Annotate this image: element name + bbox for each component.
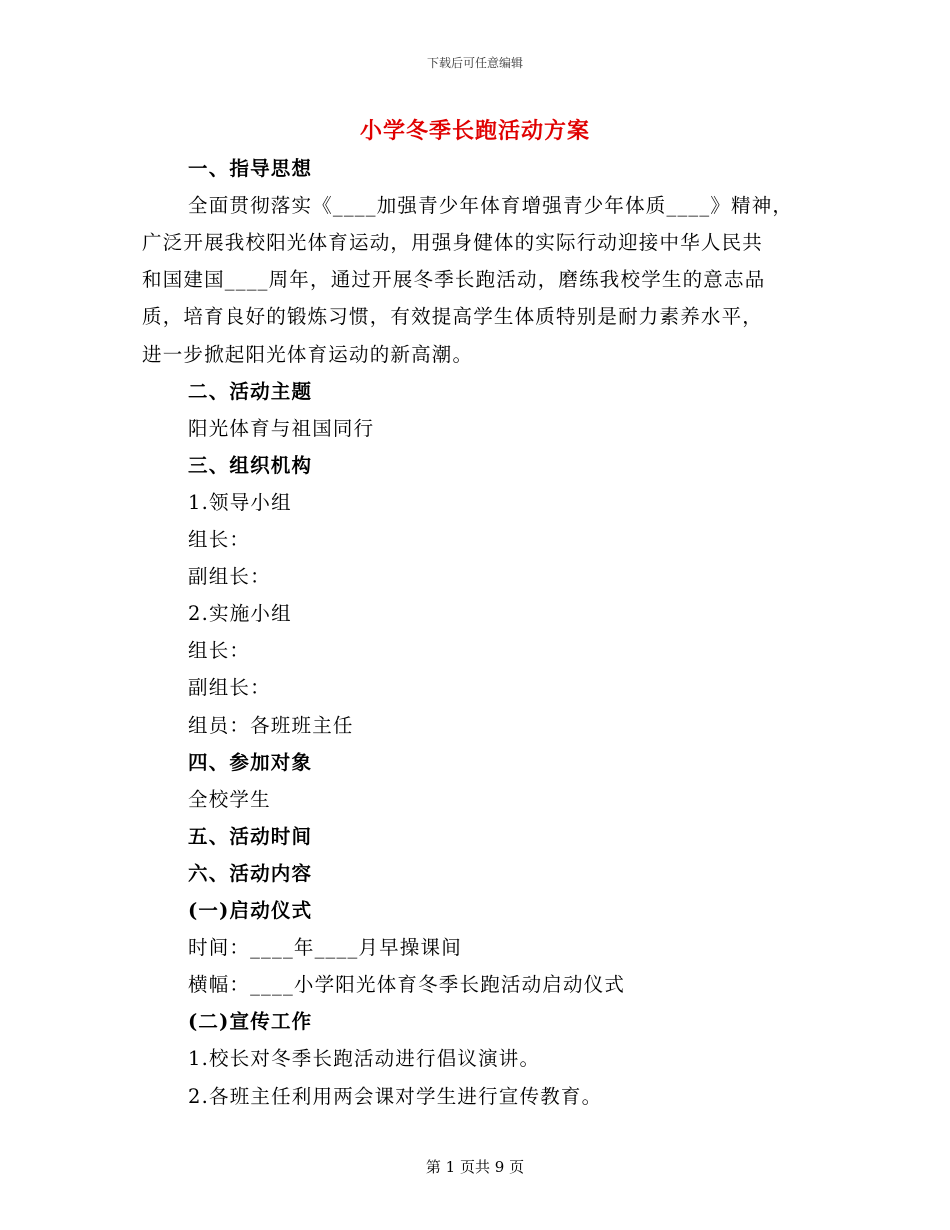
paragraph-line: 时间：____年____月早操课间 (188, 936, 462, 960)
paragraph-line: 横幅：____小学阳光体育冬季长跑活动启动仪式 (188, 973, 626, 997)
document-title: 小学冬季长跑活动方案 (359, 118, 590, 144)
paragraph-line: 全校学生 (188, 787, 271, 811)
paragraph-line: 2.各班主任利用两会课对学生进行宣传教育。 (188, 1084, 603, 1108)
paragraph-line: 组长： (188, 639, 251, 663)
section-heading: 四、参加对象 (188, 750, 313, 774)
paragraph-line: 1.领导小组 (188, 490, 292, 514)
paragraph-line: 全面贯彻落实《____加强青少年体育增强青少年体质____》精神， (188, 194, 794, 218)
section-heading: (二)宣传工作 (188, 1010, 313, 1034)
paragraph-line: 质，培育良好的锻炼习惯，有效提高学生体质特别是耐力素养水平， (142, 305, 764, 329)
section-heading: (一)启动仪式 (188, 899, 313, 922)
paragraph-line: 副组长： (188, 676, 271, 700)
section-heading: 一、指导思想 (188, 157, 313, 180)
paragraph-line: 组员：各班班主任 (188, 713, 354, 737)
paragraph-line: 组长： (188, 528, 251, 551)
section-heading: 五、活动时间 (188, 824, 313, 848)
paragraph-line: 进一步掀起阳光体育运动的新高潮。 (142, 342, 474, 366)
header-note: 下载后可任意编辑 (426, 56, 523, 70)
paragraph-line: 副组长： (188, 565, 271, 589)
paragraph-line: 2.实施小组 (188, 602, 292, 626)
paragraph-line: 阳光体育与祖国同行 (188, 416, 375, 440)
section-heading: 二、活动主题 (188, 379, 313, 403)
section-heading: 六、活动内容 (188, 861, 313, 885)
section-heading: 三、组织机构 (188, 453, 313, 477)
paragraph-line: 1.校长对冬季长跑活动进行倡议演讲。 (188, 1047, 541, 1071)
page-footer: 第 1 页共 9 页 (425, 1158, 525, 1176)
paragraph-line: 和国建国____周年，通过开展冬季长跑活动，磨练我校学生的意志品 (142, 268, 766, 292)
paragraph-line: 广泛开展我校阳光体育运动，用强身健体的实际行动迎接中华人民共 (142, 231, 764, 255)
